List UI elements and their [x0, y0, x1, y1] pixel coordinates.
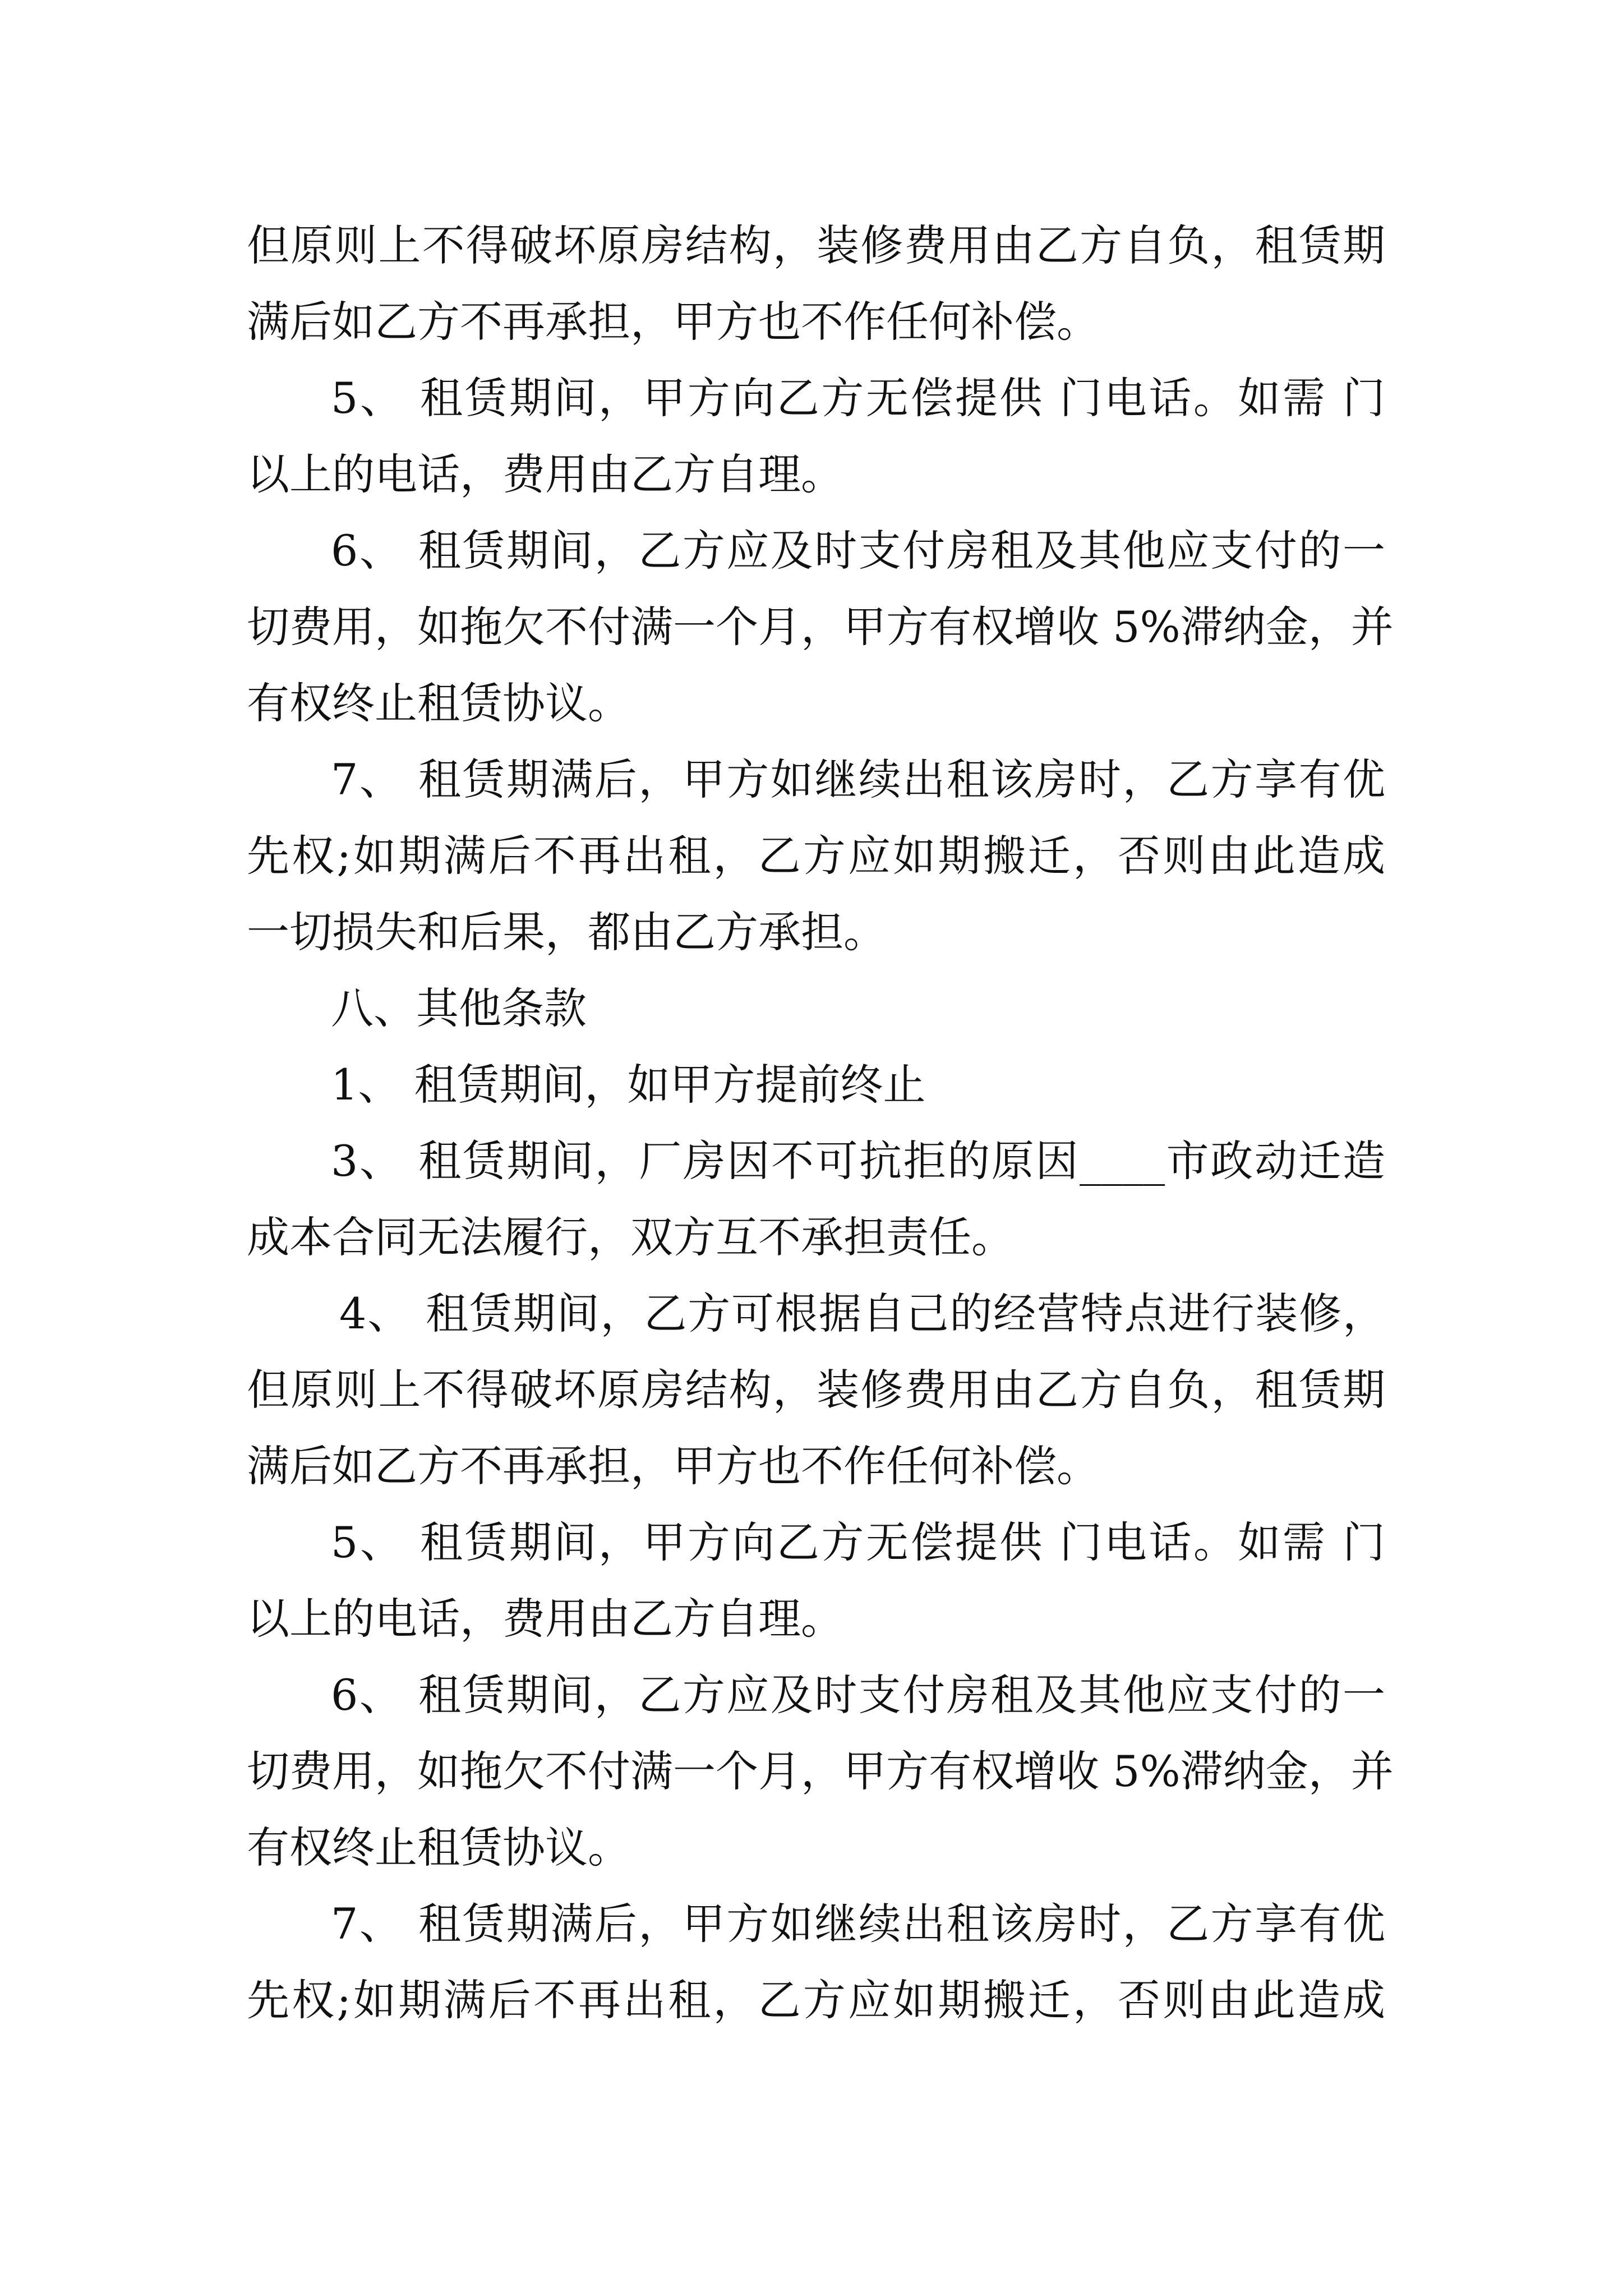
text-line: 先权;如期满后不再出租，乙方应如期搬迁，否则由此造成: [247, 1975, 1385, 2025]
paragraph-item-7: [247, 742, 1385, 970]
text-line: 1、 租赁期间，如甲方提前终止: [331, 1060, 926, 1110]
text-line: 但原则上不得破坏原房结构，装修费用由乙方自负，租赁期: [247, 220, 1385, 270]
text-line: 但原则上不得破坏原房结构，装修费用由乙方自负，租赁期: [247, 1365, 1385, 1415]
paragraph-item-4: [247, 1276, 1385, 1504]
paragraph: [247, 208, 1385, 360]
text-line: 成本合同无法履行，双方互不承担责任。: [247, 1212, 1014, 1262]
text-line: 切费用，如拖欠不付满一个月，甲方有权增收 5%滞纳金，并: [247, 602, 1394, 652]
text-line: 4、 租赁期间，乙方可根据自己的经营特点进行装修，: [339, 1289, 1385, 1338]
text-line: 满后如乙方不再承担，甲方也不作任何补偿。: [247, 1441, 1099, 1491]
document-body: [247, 208, 1394, 2039]
text-line: 一切损失和后果，都由乙方承担。: [247, 907, 886, 957]
paragraph-item-5: [247, 360, 1385, 513]
text-line: 有权终止租赁协议。: [247, 678, 630, 728]
text-line: 先权;如期满后不再出租，乙方应如期搬迁，否则由此造成: [247, 831, 1385, 881]
text-line: 以上的电话，费用由乙方自理。: [247, 1594, 843, 1644]
paragraph-item-5: [247, 1504, 1385, 1657]
heading-line: 八、其他条款: [331, 983, 587, 1033]
text-line: 5、 租赁期间，甲方向乙方无偿提供 门电话。如需 门: [331, 1517, 1385, 1567]
text-line: 3、 租赁期间，厂房因不可抗拒的原因____市政动迁造: [331, 1136, 1385, 1186]
text-line: 7、 租赁期满后，甲方如继续出租该房时，乙方享有优: [331, 754, 1385, 804]
paragraph-item-6: [247, 1657, 1394, 1886]
text-line: 有权终止租赁协议。: [247, 1823, 630, 1872]
section-heading: [247, 970, 1385, 1047]
text-line: 满后如乙方不再承担，甲方也不作任何补偿。: [247, 297, 1099, 347]
paragraph-item-1: [247, 1047, 1385, 1123]
text-line: 7、 租赁期满后，甲方如继续出租该房时，乙方享有优: [331, 1899, 1385, 1949]
text-line: 5、 租赁期间，甲方向乙方无偿提供 门电话。如需 门: [331, 373, 1385, 423]
text-line: 切费用，如拖欠不付满一个月，甲方有权增收 5%滞纳金，并: [247, 1746, 1394, 1796]
paragraph-item-3: [247, 1123, 1385, 1276]
text-line: 6、 租赁期间，乙方应及时支付房租及其他应支付的一: [331, 526, 1385, 576]
paragraph-item-6: [247, 513, 1394, 742]
text-line: 以上的电话，费用由乙方自理。: [247, 449, 843, 499]
text-line: 6、 租赁期间，乙方应及时支付房租及其他应支付的一: [331, 1670, 1385, 1720]
paragraph-item-7: [247, 1886, 1385, 2039]
